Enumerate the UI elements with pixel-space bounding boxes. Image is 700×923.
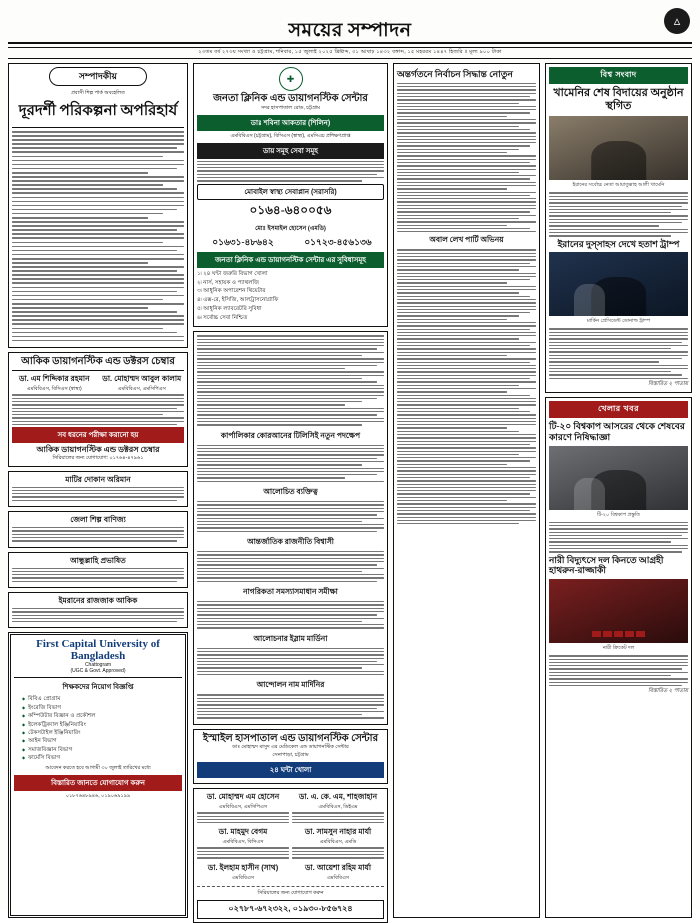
dateline: ২৩তম বর্ষ ২৭৩য় সংখ্যা ও চট্টগ্রাম, শনিবার, ১৫ জুলাই ২০২৫ খ্রিষ্টাব্দ, ৩১ আষাঢ় ১৪৩২ বঙ্গাব্দ, ১৫ মহররম ১৪৪৭ হিজরি ॥ মূল্য ৯০০ টাকা: [8, 47, 692, 59]
mid-news-body-5: [197, 648, 384, 678]
clinic-doctor-banner: ডাঃ শবিনা আকতার (শিলিন): [197, 115, 384, 131]
small-ad-1-title: মাটির দোকান অরিমান: [65, 474, 131, 484]
world-news-2-headline[interactable]: ইরানের দুস্সাহস দেখে হতাশ ট্রাম্প: [557, 238, 680, 249]
divider: [197, 886, 384, 887]
hospital-ad-address: সেনাপাড়া, চট্টগ্রাম: [272, 752, 309, 759]
doctor-ad-5-sub: এমবিবিএস: [231, 874, 255, 881]
world-more-link[interactable]: বিস্তারিত ২ পাতায়: [648, 381, 688, 388]
university-program-item: ◆ ইংরেজি বিভাগ: [22, 704, 182, 712]
sports-more-link[interactable]: বিস্তারিত ২ পাতায়: [648, 688, 688, 695]
university-footer-banner: বিস্তারিত জানতে যোগাযোগ করুন: [14, 775, 182, 791]
clinic-logo: ✚: [279, 67, 303, 91]
editorial-box: [8, 63, 188, 348]
clinic-mobile-label: মোবাইল স্বাস্থ্য সেবাপ্লান (সরাসরি): [197, 184, 384, 200]
university-program-item: ◆ ফার্মেসি বিভাগ: [22, 754, 182, 762]
sports-news-1-photo: [549, 446, 688, 510]
news-sub-headline: অবাল লেখ পার্টি অভিনয়: [429, 235, 504, 245]
sports-news-2-headline[interactable]: নারী বিদ্যুৎসে দল কিনতে আগ্রহী হাথরুন-রাজ্জাকী: [549, 554, 664, 576]
university-program-item: ◆ আইন বিভাগ: [22, 737, 182, 745]
university-program-list: [14, 695, 182, 762]
small-ad-4-title: ইমরানের রাজজাক আকিক: [58, 595, 138, 605]
world-news-box: [545, 63, 692, 393]
doctor-ad-footer-phone[interactable]: ০২৭৮৭-৬৭২৩২২, ০১৯৩০-৮৫৬৭২৪: [197, 900, 384, 919]
sports-news-1-body: [549, 522, 688, 553]
sports-news-1-headline[interactable]: টি-২০ বিশ্বকাপ আসরের থেকে শেষবের কারণে নিষিদ্ধাজ্ঞা: [549, 421, 685, 442]
small-ad-3-body: [12, 568, 184, 582]
mid-section-2: আলোচিত ব্যক্তিত্ব: [263, 487, 318, 497]
sports-news-box: [545, 397, 692, 918]
akik-doctor-1: ডা. এম শিদ্দিকার রহমান: [18, 374, 90, 384]
sports-news-2-caption: নারী ক্রিকেট দল: [602, 645, 635, 652]
mid-news-body-1: [197, 445, 384, 485]
hospital-ad-hours: ২৪ ঘন্টা খোলা: [197, 762, 384, 778]
clinic-phone-1[interactable]: ০১৬৪-৬৪০০৫৬: [249, 202, 332, 217]
mid-news-stack: [193, 331, 388, 725]
clinic-benefit-item: ৫৷ আধুনিক ল্যাবরেটরি সুবিধা: [197, 306, 262, 313]
university-location: Chattogram: [84, 662, 112, 669]
world-news-1-body: [549, 192, 688, 236]
sports-news-2-body: [549, 655, 688, 686]
small-ad-1-body: [12, 487, 184, 501]
mid-section-1: কার্পালিকার কোরআনের টিলিসিই নতুন পদক্ষেপ: [220, 430, 361, 440]
clinic-services-banner: ডায় সমূহ সেবা সমূহ: [197, 143, 384, 159]
hospital-ad[interactable]: [193, 729, 388, 785]
doctor-ad-3-name: ডা. মাহমুদ বেগম: [218, 827, 268, 837]
divider: [14, 677, 182, 678]
akik-ad[interactable]: [8, 352, 188, 467]
editorial-body: [12, 131, 184, 341]
doctor-ad-2-name: ডা. এ. কে. এম, শাহজাহান: [298, 792, 378, 802]
world-news-2-caption: মার্কিন প্রেসিডেন্ট ডোনাল্ড ট্রাম্প: [586, 318, 651, 325]
mid-news-body-2: [197, 501, 384, 534]
small-ad-2-body: [12, 527, 184, 541]
akik-ad-title: আকিক ডায়াগনস্টিক এন্ড ডক্টরস চেম্বার: [21, 355, 175, 367]
page-title: সময়ের সম্পাদন: [288, 20, 412, 41]
mid-section-6: আন্দোলন নাম মার্দিনির: [256, 680, 325, 690]
doctor-ad-2-sub: এমবিবিএস, ডিইএম: [318, 804, 358, 811]
clinic-benefit-list: [197, 270, 384, 324]
mid-section-3: আন্তর্জাতিক রাজনীতি বিশ্বাসী: [247, 537, 334, 547]
akik-doctor-2: ডা. মোহাম্মদ আবুল কালাম: [102, 374, 182, 384]
mid-section-5: আলোচনার ইস্লাম মার্ডিনা: [253, 633, 328, 643]
university-approval: (UGC & Govt. Approved): [70, 668, 126, 675]
university-program-item: ◆ বিবিএ প্রোগ্রাম: [22, 695, 182, 703]
university-phones[interactable]: ০১৮৭৬৪৮৯৪৬, ০১৯০৬৯১৯৯: [65, 792, 131, 799]
doctor-ad-4-name: ডা. সামসুন নাহার মার্যা: [304, 827, 372, 837]
clinic-name: জনতা ক্লিনিক এন্ড ডায়াগনস্টিক সেন্টার: [213, 93, 368, 104]
clinic-phone-2[interactable]: ০১৬৩১-৪৮৬৪২: [212, 236, 274, 247]
clinic-ad[interactable]: [193, 63, 388, 327]
editorial-headline: দূরদর্শী পরিকল্পনা অপরিহার্য: [12, 99, 184, 128]
doctor-ad-6-name: ডা. আয়েশা রহিম মার্যা: [304, 862, 372, 872]
doctor-ad-4-sub: এমবিবিএস, এমডি: [319, 839, 357, 846]
mid-news-body-3: [197, 551, 384, 584]
section-sports: খেলার খবর: [549, 401, 688, 418]
university-note: আবেদন করতে হবে আগামী ৩০ জুলাই তারিখের মধ্যে: [45, 764, 151, 771]
clinic-benefit-item: ৩৷ আধুনিক অপারেশন থিয়েটার: [197, 288, 266, 295]
clinic-address: সদর হাসপাতাল রোড, চট্টগ্রাম: [260, 104, 321, 111]
university-program-item: ◆ সমাজবিজ্ঞান বিভাগ: [22, 746, 182, 754]
small-ad-4-body: [12, 608, 184, 622]
small-ad-1[interactable]: [8, 471, 188, 507]
clinic-footer-banner: জনতা ক্লিনিক এন্ড ডায়াগনস্টিক সেন্টার এর সুবিধাসমূহ: [197, 252, 384, 268]
clinic-benefit-item: ২৷ নার্স, সহায়ক ও প্যাথলজি: [197, 279, 260, 286]
doctor-ad-3-body: [197, 847, 289, 858]
doctor-ad-2-body: [292, 812, 384, 823]
world-news-1-headline[interactable]: খামেনির শেষ বিদায়ের অনুষ্ঠান স্থগিত: [553, 87, 684, 113]
akik-ad-banner: সব ধরনের পরীক্ষা করানো হয়: [12, 427, 184, 443]
small-ad-4[interactable]: [8, 592, 188, 628]
clinic-phone-3[interactable]: ০১৭২৩-৪৫৬১৩৬: [304, 236, 372, 247]
university-heading: শিক্ষকদের নিয়োগ বিজ্ঞপ্তি: [62, 684, 134, 692]
akik-ad-body: [12, 394, 184, 425]
clinic-benefit-item: ৪৷ এক্স-রে, ইসিজি, আলট্রাসনোগ্রাফি: [197, 297, 279, 304]
news-lead-headline: অন্তর্গতনে নির্বাচন সিদ্ধান্ত নোতুন: [397, 69, 513, 79]
mid-section-4: নাগরিকতা সমস্যাসমাধান সমীক্ষা: [243, 587, 338, 597]
akik-ad-footer: আকিক ডায়াগনস্টিক এন্ড ডক্টরস চেম্বার: [36, 445, 160, 455]
clinic-benefit-item: ১৷ ২৪ ঘন্টা জরুরি বিভাগ খোলা: [197, 270, 268, 277]
doctor-ad-grid[interactable]: [193, 788, 388, 922]
column-news-text: [393, 63, 540, 918]
university-name: First Capital University of Bangladesh: [36, 638, 160, 663]
column-middle: [193, 63, 388, 918]
world-news-1-caption: ইরানের সর্বোচ্চ নেতা আয়াতুল্লাহ আলী খামেনি: [572, 182, 665, 189]
university-program-item: ◆ কম্পিউটার বিজ্ঞান ও প্রকৌশল: [22, 712, 182, 720]
mid-news-body-6: [197, 694, 384, 720]
hospital-ad-sub: ডাঃ মোহাম্মদ মাসুদ এর মেডিকেল এন্ড ডায়াগনস্টিক সেন্টার: [232, 744, 349, 751]
doctor-ad-5-name: ডা. ইলহাম হাসীন (সাথ): [207, 862, 279, 872]
doctor-ad-1-sub: এমবিবিএস, এমসিপিএস: [218, 804, 268, 811]
editorial-kicker: প্রবাসী শিল্প পার্ক অবহেলিত: [71, 90, 125, 96]
university-program-item: ◆ টেকসটাইল ইঞ্জিনিয়ারিং: [22, 729, 182, 737]
masthead: [8, 6, 692, 44]
divider: [12, 370, 184, 371]
clinic-benefit-item: ৬৷ সর্বোচ্চ সেবা নিশ্চিত: [197, 315, 248, 322]
world-news-1-photo: [549, 116, 688, 180]
akik-doctor-2-sub: এমবিবিএস, এমসিপিএস: [117, 386, 166, 393]
akik-doctor-1-sub: এমবিবিএস, বিসিএস (স্বাস্থ্য): [26, 386, 82, 393]
doctor-ad-1-name: ডা. মোহাম্মদ এম হোসেন: [206, 792, 280, 802]
small-ad-3-title: আন্ধুল্লাহি প্রভাষিত: [70, 555, 126, 565]
small-ad-3[interactable]: [8, 552, 188, 588]
world-news-2-body: [549, 328, 688, 379]
section-world: বিশ্ব সংবাদ: [549, 67, 688, 84]
sports-news-2-photo: [549, 579, 688, 643]
column-world-sports: [545, 63, 692, 918]
university-program-item: ◆ ইলেকট্রিক্যাল ইঞ্জিনিয়ারিং: [22, 721, 182, 729]
small-ad-2-title: জেলা শিল্প বাণিজ্য: [70, 515, 126, 525]
doctor-ad-1-body: [197, 812, 289, 823]
mid-news-body-top: [197, 335, 384, 427]
mid-news-body-4: [197, 601, 384, 631]
clinic-services-body: [197, 161, 384, 182]
clinic-owner: মোঃ ইসমাইল হোসেন (এমডি): [255, 225, 326, 232]
doctor-ad-4-body: [292, 847, 384, 858]
doctor-ad-3-sub: এমবিবিএস, বিসিএস: [222, 839, 264, 846]
editorial-tag: সম্পাদকীয়: [49, 67, 147, 86]
news-text-box: [393, 63, 540, 918]
column-grid: [8, 63, 692, 918]
doctor-ad-6-sub: এমবিবিএস: [326, 874, 350, 881]
sports-news-1-caption: টি-২০ বিশ্বকাপ প্রস্তুতি: [596, 511, 641, 518]
university-ad[interactable]: [8, 632, 188, 918]
news-lead-body: [397, 83, 536, 233]
eagle-logo: ▵: [664, 8, 690, 34]
news-sub-body: [397, 249, 536, 524]
world-news-2-photo: [549, 252, 688, 316]
doctor-ad-footer-banner: সিরিয়ালের জন্য যোগাযোগ করুন: [257, 889, 324, 896]
small-ad-2[interactable]: [8, 511, 188, 547]
hospital-ad-title: ইস্মাইল হাসপাতাল এন্ড ডায়াগনস্টিক সেন্টার: [202, 732, 379, 744]
akik-ad-phone[interactable]: সিরিয়ালের জন্য যোগাযোগ: ০১৭৬৪-৪৭৯৬১: [52, 454, 144, 461]
column-editorial: [8, 63, 188, 918]
clinic-doctor-detail: এমবিবিএস (চট্টগ্রাম), বিসিএস (স্বাস্থ্য), এমসিএচ প্রশিক্ষণপ্রাপ্ত: [230, 132, 351, 139]
